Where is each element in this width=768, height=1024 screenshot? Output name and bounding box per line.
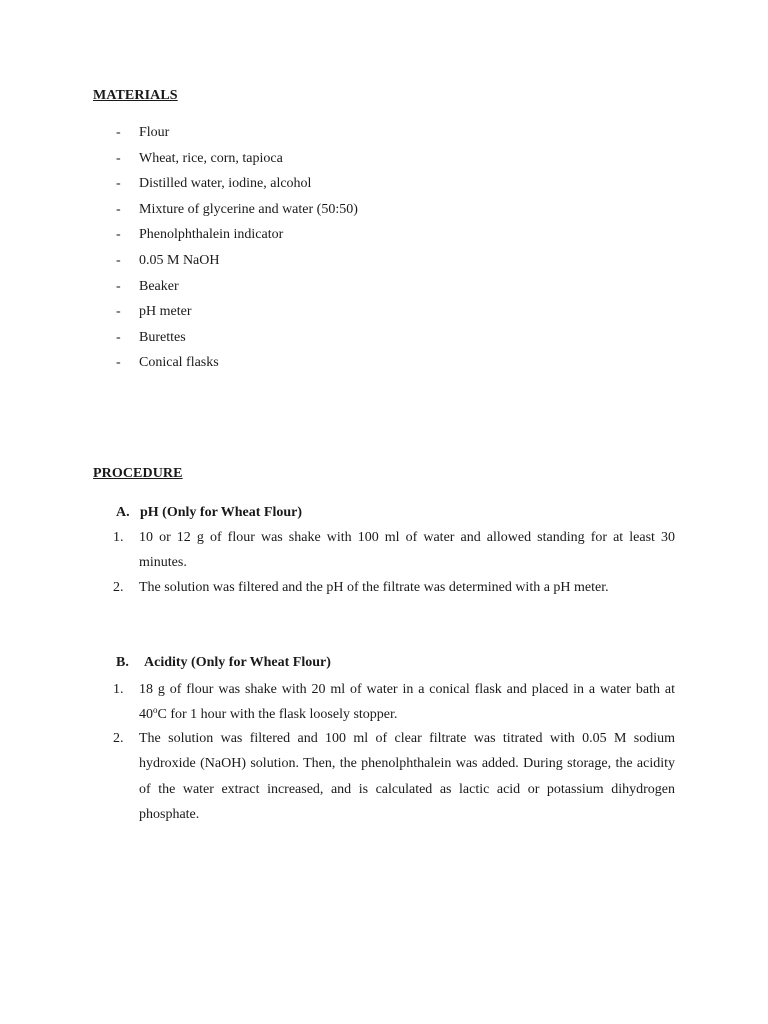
degree-superscript: o <box>153 705 158 716</box>
materials-heading: MATERIALS <box>93 88 178 103</box>
section-a-heading <box>116 505 302 521</box>
bullet-dash: - <box>116 176 121 192</box>
bullet-dash: - <box>116 329 121 345</box>
section-b-letter: B. <box>116 655 129 670</box>
step-number: 1. <box>113 530 124 545</box>
list-item <box>0 226 768 252</box>
step-text: 10 or 12 g of flour was shake with 100 ml of water and allowed standing for at least 30 minutes. <box>139 530 675 571</box>
material-item-label: Beaker <box>139 278 179 294</box>
material-item-label: Mixture of glycerine and water (50:50) <box>139 201 358 217</box>
section-b-step-2 <box>113 726 675 827</box>
bullet-dash: - <box>116 304 121 320</box>
section-b-step-1 <box>113 677 675 728</box>
step-number: 1. <box>113 682 124 697</box>
bullet-dash: - <box>116 125 121 140</box>
procedure-heading: PROCEDURE <box>93 466 183 481</box>
list-item <box>0 175 768 201</box>
list-item <box>0 252 768 278</box>
bullet-dash: - <box>116 278 121 294</box>
material-item-label: Distilled water, iodine, alcohol <box>139 176 312 192</box>
material-item-label: 0.05 M NaOH <box>139 252 220 268</box>
step-number: 2. <box>113 580 124 595</box>
section-b-heading <box>116 655 331 671</box>
bullet-dash: - <box>116 227 121 243</box>
bullet-dash: - <box>116 201 121 217</box>
step-text-part: 18 g of flour was shake with 20 ml of water in a conical flask and placed in a water bath at 40 <box>139 682 675 723</box>
section-a-step-2 <box>113 575 675 600</box>
step-number: 2. <box>113 731 124 746</box>
step-text: The solution was filtered and 100 ml of clear filtrate was titrated with 0.05 M sodium hydroxide (NaOH) solution. Then, the phenolphthalein was added. During storage, the acidity of the water extract increased, and is calculated as lactic acid or potassium dihydrogen phosphate. <box>139 731 675 822</box>
bullet-dash: - <box>116 355 121 371</box>
material-item-label: Burettes <box>139 329 186 345</box>
material-item-label: Phenolphthalein indicator <box>139 227 284 243</box>
section-a-title: pH (Only for Wheat Flour) <box>140 505 303 520</box>
material-item-label: pH meter <box>139 304 192 320</box>
step-text <box>139 677 675 728</box>
list-item <box>0 329 768 355</box>
bullet-dash: - <box>116 150 121 166</box>
list-item <box>0 278 768 304</box>
bullet-dash: - <box>116 252 121 268</box>
list-item <box>0 201 768 227</box>
list-item <box>0 150 768 176</box>
list-item <box>0 354 768 380</box>
material-item-label: Conical flasks <box>139 355 219 371</box>
step-text-part: C for 1 hour with the flask loosely stopper. <box>157 707 398 723</box>
list-item <box>0 303 768 329</box>
material-item-label: Flour <box>139 125 170 140</box>
list-item <box>0 124 768 150</box>
materials-list <box>0 124 768 380</box>
material-item-label: Wheat, rice, corn, tapioca <box>139 150 283 166</box>
step-text: The solution was filtered and the pH of the filtrate was determined with a pH meter. <box>139 580 609 595</box>
section-b-title: Acidity (Only for Wheat Flour) <box>144 655 331 670</box>
section-a-letter: A. <box>116 505 130 520</box>
section-a-step-1 <box>113 525 675 576</box>
